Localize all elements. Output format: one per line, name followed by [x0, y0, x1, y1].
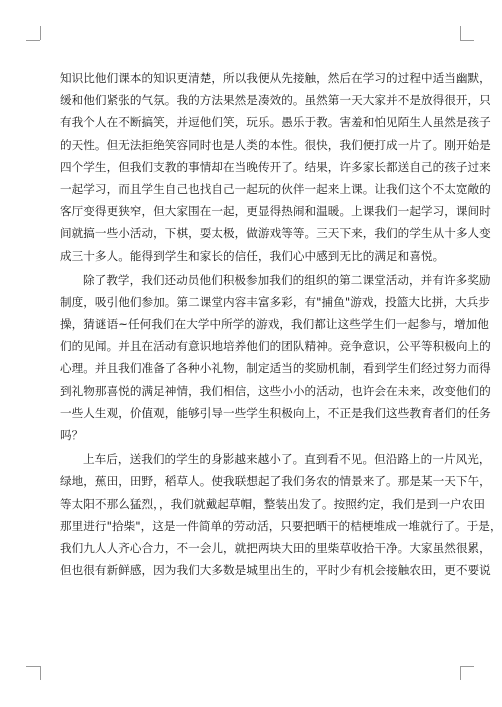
- text-line: 到礼物那喜悦的满足神情，我们相信，这些小小的活动，也许会在未来，改变他们的: [60, 383, 491, 398]
- text-line: 客厅变得更狭窄，但大家围在一起，更显得热闹和温暖。上课我们一起学习，课间时: [60, 204, 491, 219]
- text-line: 但也很有新鲜感，因为我们大多数是城里出生的，平时少有机会接触农田，更不要说: [60, 563, 491, 578]
- text-line: 操，猜谜语~任何我们在大学中所学的游戏，我们都让这些学生们一起参与，增加他: [60, 317, 489, 332]
- text-line: 缓和他们紧张的气氛。我的方法果然是凑效的。虽然第一天大家并不是放得很开，只: [60, 93, 491, 108]
- text-line: 一起学习，而且学生自己也找自己一起玩的伙伴一起来上课。让我们这个不太宽敞的: [60, 181, 491, 196]
- text-line: 一些人生观，价值观，能够引导一些学生积极向上，不正是我们这些教育者们的任务: [60, 405, 491, 420]
- text-line: 们的见闻。并且在活动有意识地培养他们的团队精神。竞争意识，公平等积极向上的: [60, 339, 491, 354]
- text-line: 四个学生，但我们支教的事情却在当晚传开了。结果，许多家长都送自己的孩子过来: [60, 159, 491, 174]
- text-line: 有我个人在不断搞笑，并逗他们笑，玩乐。愚乐于教。害羞和怕见陌生人虽然是孩子: [60, 115, 491, 130]
- document-body: [60, 67, 502, 581]
- crop-mark-top-right-vertical: [460, 26, 461, 40]
- crop-mark-bottom-right-horizontal: [460, 666, 474, 667]
- text-line: 制度，吸引他们参加。第二课堂内容丰富多彩，有"捕鱼"游戏，投篮大比拼，大兵步: [60, 294, 490, 309]
- text-line: 间就搞一些小活动，下棋，耍太极，做游戏等等。三天下来，我们的学生从十多人变: [60, 226, 491, 241]
- text-line: 那里进行"拾柴"，这是一件简单的劳动活，只要把晒干的桔梗堆成一堆就行了。于是，: [60, 518, 502, 533]
- text-line: 除了教学，我们还动员他们积极参加我们的组织的第二课堂活动，并有许多奖励: [83, 272, 491, 287]
- text-line: 心理。并且我们准备了各种小礼物，制定适当的奖励机制，看到学生们经过努力而得: [60, 361, 491, 376]
- text-line: 等太阳不那么猛烈，，我们就戴起草帽，整装出发了。按照约定，我们是到一户农田: [60, 496, 486, 511]
- text-line: 知识比他们课本的知识更清楚，所以我便从先接触，然后在学习的过程中适当幽默，: [60, 71, 491, 85]
- crop-mark-bottom-left-horizontal: [26, 666, 40, 667]
- crop-mark-top-left-horizontal: [26, 40, 40, 41]
- text-line: 成三十多人。能得到学生和家长的信任，我们心中感到无比的满足和喜悦。: [60, 248, 445, 263]
- crop-mark-bottom-right-vertical: [460, 666, 461, 680]
- paragraph-1: [60, 67, 491, 267]
- text-line: 吗？: [60, 428, 84, 442]
- crop-mark-top-left-vertical: [40, 26, 41, 40]
- text-line: 的天性。但无法拒绝笑容同时也是人类的本性。很快，我们便打成一片了。刚开始是: [60, 137, 491, 152]
- crop-mark-bottom-left-vertical: [40, 666, 41, 680]
- text-line: 我们九人人齐心合力，不一会儿，就把两块大田的里柴草收拾干净。大家虽然很累，: [60, 540, 491, 555]
- text-line: 上车后，送我们的学生的身影越来越小了。直到看不见。但沿路上的一片风光，: [83, 452, 491, 467]
- paragraph-3: [60, 448, 502, 581]
- paragraph-2: [60, 269, 491, 447]
- crop-mark-top-right-horizontal: [460, 40, 474, 41]
- text-line: 绿地，蕉田，田野，稻草人。使我联想起了我们务农的情景来了。那是某一天下午，: [60, 474, 491, 489]
